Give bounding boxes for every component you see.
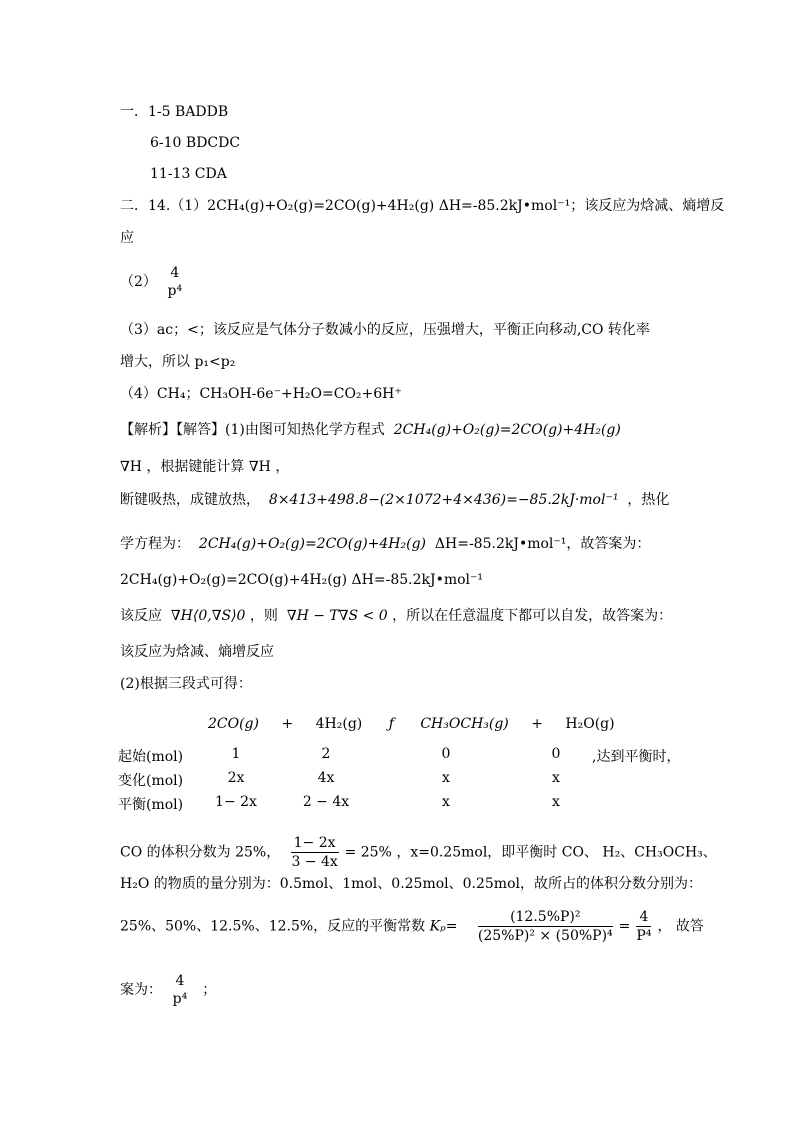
answer-line-1-5 (120, 102, 228, 122)
cell: 0 (551, 746, 561, 762)
analysis-line1 (120, 420, 621, 440)
plus-2: + (531, 716, 543, 732)
answers-1-5: 1-5 BADDB (148, 104, 229, 120)
q14-part2 (120, 264, 188, 300)
analysis-l6-c: ，则 (249, 608, 278, 624)
analysis-l1-text: (1)由图可知热化学方程式 (225, 422, 385, 438)
q2-denominator: p⁴ (167, 283, 183, 299)
co-b: ，x=0.25mol，即平衡时 CO、 H₂、CH₃OCH₃、 (396, 844, 717, 861)
kp-result-numerator: 4 (636, 908, 651, 927)
kp-tail: ， 故答 (657, 918, 704, 935)
q14-part3-line2: 增大，所以 p₁<p₂ (120, 354, 236, 370)
table-row (118, 770, 698, 790)
cell: x (552, 770, 560, 786)
kp-symbol: Kₚ= (429, 918, 458, 935)
final-denominator: p⁴ (172, 991, 188, 1007)
cell: 2 − 4x (302, 794, 350, 810)
cell: x (442, 770, 450, 786)
product-water: H₂O(g) (565, 716, 615, 732)
cell: 2x (227, 770, 245, 786)
co-a: CO 的体积分数为 25%， (120, 844, 281, 861)
plus-1: + (281, 716, 294, 732)
analysis-line8: (2)根据三段式可得： (120, 676, 252, 692)
co-fraction (291, 834, 339, 871)
final-fraction (172, 972, 187, 1008)
cell: 2 (321, 746, 331, 762)
table-row (118, 794, 698, 814)
analysis-l4-tail: ΔH=-85.2kJ•mol⁻¹，故答案为： (434, 536, 651, 552)
reactant-co: 2CO(g) (208, 716, 259, 732)
analysis-l6-condition: ∇H⟨0,∇S⟩0 (170, 608, 246, 624)
q2-prefix: （2） (120, 274, 157, 290)
analysis-line3 (120, 490, 669, 510)
row-tail: ,达到平衡时， (592, 749, 681, 765)
kp-numerator: (12.5%P)² (478, 908, 613, 927)
q14-part1 (120, 196, 724, 216)
q14-part3-line1: （3）ac；<；该反应是气体分子数减小的反应，压强增大，平衡正向移动,CO 转化率 (120, 322, 650, 338)
analysis-line4 (120, 534, 650, 554)
reaction-header (208, 716, 615, 732)
cell: x (552, 794, 560, 810)
cell: 0 (441, 746, 451, 762)
row-label: 起始(mol) (118, 749, 184, 765)
analysis-line5: 2CH₄(g)+O₂(g)=2CO(g)+4H₂(g) ΔH=-85.2kJ•mol⁻¹ (120, 572, 484, 588)
q14-wrap: 应 (120, 230, 134, 246)
section2-label: 二． (120, 198, 148, 214)
q14-prefix: 14.（1） (148, 198, 208, 214)
co-denominator: 3 − 4x (291, 854, 338, 870)
co-fraction-line (120, 834, 717, 871)
bond-energy-equation: 8×413+498.8−(2×1072+4×436)=−85.2kJ·mol⁻¹ (268, 492, 619, 508)
kp-equals: = (618, 918, 631, 935)
q14-conclusion: ；该反应为焓减、熵增反 (570, 198, 725, 214)
analysis-line6 (120, 606, 672, 626)
kp-denominator: (25%P)² × (50%P)⁴ (477, 928, 613, 944)
q14-equation: 2CH₄(g)+O₂(g)=2CO(g)+4H₂(g) ΔH=-85.2kJ•mol⁻¹ (207, 198, 571, 214)
analysis-l4-equation: 2CH₄(g)+O₂(g)=2CO(g)+4H₂(g) (198, 536, 426, 552)
cell: 4x (317, 770, 335, 786)
kp-result-denominator: P⁴ (636, 928, 652, 944)
row-label: 变化(mol) (118, 773, 184, 789)
kp-line (120, 908, 704, 945)
final-numerator: 4 (175, 973, 185, 989)
reactant-h2: 4H₂(g) (315, 716, 363, 732)
row-label: 平衡(mol) (118, 797, 184, 813)
analysis-l4-text: 学方程为： (120, 536, 190, 552)
product-dme: CH₃OCH₃(g) (420, 716, 509, 732)
analysis-line7: 该反应为焓减、熵增反应 (120, 644, 274, 660)
table-row (118, 746, 698, 766)
analysis-l6-a: 该反应 (120, 608, 162, 624)
analysis-line2: ∇H ，根据键能计算 ∇H ， (120, 459, 290, 475)
final-tail: ； (202, 982, 217, 998)
co-numerator: 1− 2x (291, 834, 339, 853)
answers-6-10: 6-10 BDCDC (150, 135, 241, 151)
analysis-l3-text: 断键吸热，成键放热， (120, 492, 260, 508)
moles-line: H₂O 的物质的量分别为：0.5mol、1mol、0.25mol、0.25mol，故所占的体积分数分别为： (120, 876, 702, 892)
analysis-l6-e: ，所以在任意温度下都可以自发，故答案为： (392, 608, 673, 624)
final-answer-line (120, 972, 216, 1008)
kp-a: 25%、50%、12.5%、12.5%，反应的平衡常数 (120, 918, 426, 935)
cell: 1 (231, 746, 241, 762)
analysis-tag: 【解析】【解答】 (120, 422, 225, 438)
kp-result (636, 908, 651, 945)
cell: 1− 2x (215, 794, 257, 810)
kp-fraction (478, 908, 613, 945)
equilibrium-arrow: ƒ (388, 716, 394, 732)
section1-label: 一． (120, 104, 148, 120)
answers-11-13: 11-13 CDA (150, 166, 227, 182)
q2-fraction (167, 264, 182, 300)
q2-numerator: 4 (170, 265, 180, 281)
co-equals: = 25% (344, 844, 392, 861)
analysis-l3-tail: ，热化 (627, 492, 670, 508)
gibbs-inequality: ∇H − T∇S < 0 (286, 608, 388, 624)
analysis-l1-equation: 2CH₄(g)+O₂(g)=2CO(g)+4H₂(g) (393, 422, 621, 438)
cell: x (442, 794, 450, 810)
q14-part4: （4）CH₄；CH₃OH-6e⁻+H₂O=CO₂+6H⁺ (120, 386, 402, 402)
final-a: 案为： (120, 982, 162, 998)
